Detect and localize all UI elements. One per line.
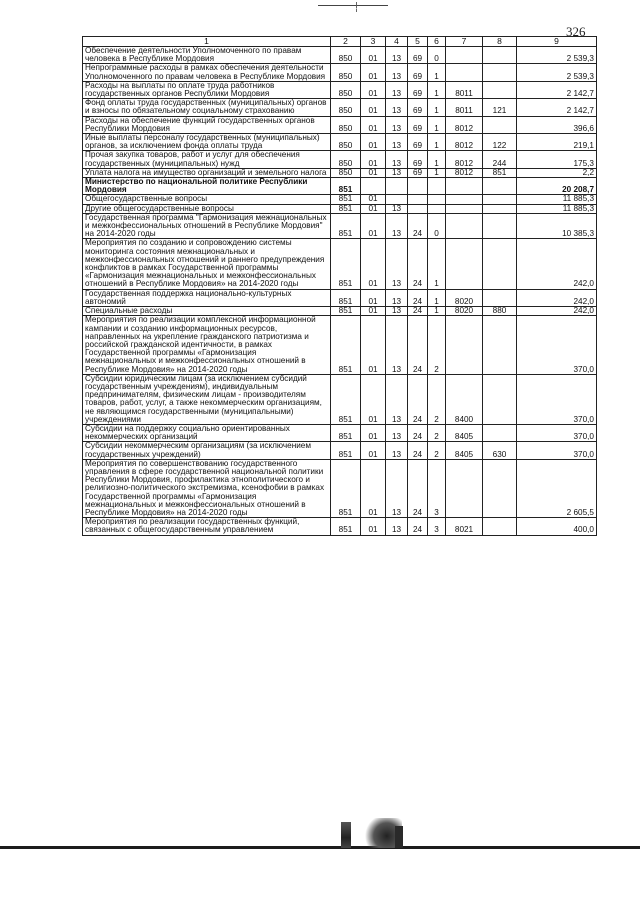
binding-stamp-mark [395,826,403,848]
section-code-cell: 01 [361,204,386,213]
admin-code-cell: 850 [331,81,361,98]
subprogram-code-cell: 1 [428,116,446,133]
amount-cell: 2 142,7 [517,99,597,116]
row-name-cell: Мероприятия по реализации комплексной информационной кампании и созданию информационных ресурсов, направленных на укрепление гражданского патриотизма и российской гражданской идентичности, в рамках Государственной программы «Гармонизация межнациональных и межконфессиональных отношений в Республике Мордовия» на 2014-2020 годы [83,316,331,374]
subsection-code-cell: 13 [386,204,408,213]
target-code-cell: 8012 [446,134,483,151]
expense-type-cell [483,424,517,441]
section-code-cell: 01 [361,168,386,177]
admin-code-cell: 851 [331,195,361,204]
amount-cell: 370,0 [517,424,597,441]
expense-type-cell: 880 [483,307,517,316]
amount-cell: 370,0 [517,442,597,459]
amount-cell: 2 539,3 [517,47,597,64]
binding-stamp-mark [341,822,351,848]
program-code-cell: 69 [408,116,428,133]
row-name-cell: Другие общегосударственные вопросы [83,204,331,213]
subsection-code-cell: 13 [386,99,408,116]
row-name-cell: Общегосударственные вопросы [83,195,331,204]
section-code-cell: 01 [361,459,386,517]
admin-code-cell: 851 [331,239,361,289]
program-code-cell: 69 [408,64,428,81]
subsection-code-cell [386,195,408,204]
column-header: 9 [517,37,597,47]
subprogram-code-cell: 1 [428,81,446,98]
admin-code-cell: 851 [331,518,361,535]
section-code-cell: 01 [361,374,386,424]
expense-type-cell [483,81,517,98]
section-code-cell: 01 [361,307,386,316]
subprogram-code-cell: 1 [428,307,446,316]
amount-cell: 242,0 [517,289,597,306]
table-row [83,239,597,289]
subsection-code-cell: 13 [386,289,408,306]
section-code-cell: 01 [361,134,386,151]
table-row [83,178,597,195]
section-code-cell: 01 [361,81,386,98]
subsection-code-cell: 13 [386,239,408,289]
program-code-cell: 69 [408,134,428,151]
expense-type-cell [483,178,517,195]
program-code-cell: 69 [408,47,428,64]
column-header: 5 [408,37,428,47]
target-code-cell [446,47,483,64]
subprogram-code-cell: 1 [428,151,446,168]
section-code-cell [361,178,386,195]
section-code-cell: 01 [361,151,386,168]
table-row [83,151,597,168]
admin-code-cell: 851 [331,424,361,441]
table-row [83,195,597,204]
target-code-cell [446,239,483,289]
row-name-cell: Фонд оплаты труда государственных (муниципальных) органов и взносы по обязательному социальному страхованию [83,99,331,116]
subsection-code-cell: 13 [386,424,408,441]
column-header: 1 [83,37,331,47]
target-code-cell: 8020 [446,289,483,306]
subsection-code-cell: 13 [386,116,408,133]
expense-type-cell [483,64,517,81]
target-code-cell: 8012 [446,116,483,133]
subsection-code-cell: 13 [386,47,408,64]
amount-cell: 400,0 [517,518,597,535]
subprogram-code-cell: 3 [428,518,446,535]
row-name-cell: Расходы на выплаты по оплате труда работников государственных органов Республики Мордовия [83,81,331,98]
amount-cell: 396,6 [517,116,597,133]
subsection-code-cell: 13 [386,374,408,424]
subprogram-code-cell [428,178,446,195]
subsection-code-cell: 13 [386,168,408,177]
subprogram-code-cell: 1 [428,168,446,177]
admin-code-cell: 851 [331,213,361,239]
admin-code-cell: 851 [331,442,361,459]
subprogram-code-cell: 3 [428,459,446,517]
program-code-cell: 69 [408,81,428,98]
scan-registration-mark [318,2,388,12]
row-name-cell: Мероприятия по созданию и сопровождению системы мониторинга состояния межнациональных и межконфессиональных отношений и раннего предупреждения конфликтов в рамках Государственной программы «Гармонизация межнациональных и межконфессиональных отношений в Республике Мордовия» на 2014-2020 годы [83,239,331,289]
amount-cell: 370,0 [517,316,597,374]
row-name-cell: Непрограммные расходы в рамках обеспечения деятельности Уполномоченного по правам человека в Республике Мордовия [83,64,331,81]
expense-type-cell: 630 [483,442,517,459]
column-header: 3 [361,37,386,47]
amount-cell: 242,0 [517,239,597,289]
program-code-cell: 69 [408,168,428,177]
section-code-cell: 01 [361,47,386,64]
expense-type-cell [483,374,517,424]
row-name-cell: Субсидии на поддержку социально ориентированных некоммерческих организаций [83,424,331,441]
subprogram-code-cell: 2 [428,316,446,374]
amount-cell: 2,2 [517,168,597,177]
amount-cell: 370,0 [517,374,597,424]
table-row [83,64,597,81]
budget-table [82,36,597,536]
target-code-cell [446,316,483,374]
table-row [83,99,597,116]
section-code-cell: 01 [361,289,386,306]
subprogram-code-cell: 1 [428,99,446,116]
row-name-cell: Обеспечение деятельности Уполномоченного по правам человека в Республике Мордовия [83,47,331,64]
program-code-cell: 24 [408,289,428,306]
row-name-cell: Мероприятия по реализации государственных функций, связанных с общегосударственным управлением [83,518,331,535]
table-row [83,289,597,306]
amount-cell: 219,1 [517,134,597,151]
row-name-cell: Субсидии некоммерческим организациям (за исключением государственных учреждений) [83,442,331,459]
subprogram-code-cell: 1 [428,289,446,306]
row-name-cell: Специальные расходы [83,307,331,316]
column-header: 2 [331,37,361,47]
expense-type-cell: 851 [483,168,517,177]
scan-edge-line [0,846,640,849]
admin-code-cell: 850 [331,151,361,168]
table-row [83,459,597,517]
amount-cell: 11 885,3 [517,195,597,204]
subprogram-code-cell: 0 [428,213,446,239]
admin-code-cell: 850 [331,116,361,133]
admin-code-cell: 851 [331,459,361,517]
admin-code-cell: 851 [331,178,361,195]
program-code-cell: 69 [408,99,428,116]
admin-code-cell: 850 [331,47,361,64]
admin-code-cell: 851 [331,204,361,213]
subprogram-code-cell: 1 [428,239,446,289]
admin-code-cell: 851 [331,307,361,316]
table-row [83,442,597,459]
program-code-cell: 24 [408,374,428,424]
row-name-cell: Субсидии юридическим лицам (за исключением субсидий государственным учреждениям), индивидуальным предпринимателям, физическим лицам - производителям товаров, работ, услуг, а также некоммерческим организациям, не являющимся государственными (муниципальными) учреждениями [83,374,331,424]
row-name-cell: Расходы на обеспечение функций государственных органов Республики Мордовия [83,116,331,133]
program-code-cell [408,178,428,195]
program-code-cell [408,204,428,213]
amount-cell: 2 142,7 [517,81,597,98]
subprogram-code-cell [428,195,446,204]
expense-type-cell [483,239,517,289]
amount-cell: 242,0 [517,307,597,316]
subsection-code-cell: 13 [386,518,408,535]
target-code-cell [446,178,483,195]
section-code-cell: 01 [361,239,386,289]
table-row [83,518,597,535]
table-row [83,204,597,213]
subsection-code-cell [386,178,408,195]
section-code-cell: 01 [361,442,386,459]
subsection-code-cell: 13 [386,307,408,316]
subsection-code-cell: 13 [386,459,408,517]
expense-type-cell [483,289,517,306]
subprogram-code-cell: 2 [428,374,446,424]
target-code-cell: 8012 [446,151,483,168]
subsection-code-cell: 13 [386,316,408,374]
subsection-code-cell: 13 [386,151,408,168]
target-code-cell: 8012 [446,168,483,177]
program-code-cell: 24 [408,459,428,517]
target-code-cell [446,195,483,204]
expense-type-cell [483,316,517,374]
table-row [83,116,597,133]
target-code-cell: 8011 [446,81,483,98]
amount-cell: 2 605,5 [517,459,597,517]
target-code-cell [446,213,483,239]
section-code-cell: 01 [361,64,386,81]
expense-type-cell [483,47,517,64]
subprogram-code-cell [428,204,446,213]
row-name-cell: Уплата налога на имущество организаций и земельного налога [83,168,331,177]
section-code-cell: 01 [361,213,386,239]
target-code-cell: 8011 [446,99,483,116]
expense-type-cell: 121 [483,99,517,116]
program-code-cell: 24 [408,239,428,289]
subprogram-code-cell: 1 [428,134,446,151]
target-code-cell: 8021 [446,518,483,535]
subsection-code-cell: 13 [386,213,408,239]
table-row [83,81,597,98]
subsection-code-cell: 13 [386,81,408,98]
admin-code-cell: 851 [331,374,361,424]
subsection-code-cell: 13 [386,134,408,151]
expense-type-cell [483,459,517,517]
section-code-cell: 01 [361,316,386,374]
table-row [83,134,597,151]
table-row [83,213,597,239]
admin-code-cell: 850 [331,134,361,151]
program-code-cell [408,195,428,204]
row-name-cell: Мероприятия по совершенствованию государственного управления в сфере государственной национальной политики Республики Мордовия, профилактика этнополитического и религиозно-политического экстремизма, ксенофобии в рамках Государственной программы «Гармонизация межнациональных и межконфессиональных отношений в Республике Мордовия» на 2014-2020 годы [83,459,331,517]
table-row [83,374,597,424]
expense-type-cell: 122 [483,134,517,151]
page-number: 326 [566,24,586,39]
subsection-code-cell: 13 [386,442,408,459]
program-code-cell: 24 [408,307,428,316]
section-code-cell: 01 [361,424,386,441]
subprogram-code-cell: 0 [428,47,446,64]
table-header-row [83,37,597,47]
program-code-cell: 24 [408,316,428,374]
subsection-code-cell: 13 [386,64,408,81]
admin-code-cell: 851 [331,289,361,306]
column-header: 4 [386,37,408,47]
table-row [83,316,597,374]
column-header: 7 [446,37,483,47]
program-code-cell: 24 [408,518,428,535]
section-code-cell: 01 [361,116,386,133]
row-name-cell: Иные выплаты персоналу государственных (муниципальных) органов, за исключением фонда оплаты труда [83,134,331,151]
subprogram-code-cell: 2 [428,442,446,459]
amount-cell: 11 885,3 [517,204,597,213]
target-code-cell [446,459,483,517]
admin-code-cell: 850 [331,64,361,81]
row-name-cell: Государственная программа "Гармонизация межнациональных и межконфессиональных отношений в Республике Мордовия" на 2014-2020 годы [83,213,331,239]
amount-cell: 10 385,3 [517,213,597,239]
row-name-cell: Министерство по национальной политике Республики Мордовия [83,178,331,195]
expense-type-cell [483,518,517,535]
amount-cell: 20 208,7 [517,178,597,195]
target-code-cell: 8405 [446,424,483,441]
table-row [83,47,597,64]
subprogram-code-cell: 1 [428,64,446,81]
amount-cell: 2 539,3 [517,64,597,81]
subprogram-code-cell: 2 [428,424,446,441]
target-code-cell [446,64,483,81]
section-code-cell: 01 [361,518,386,535]
expense-type-cell [483,204,517,213]
row-name-cell: Государственная поддержка национально-культурных автономий [83,289,331,306]
target-code-cell: 8405 [446,442,483,459]
target-code-cell: 8400 [446,374,483,424]
table-row [83,424,597,441]
column-header: 8 [483,37,517,47]
row-name-cell: Прочая закупка товаров, работ и услуг для обеспечения государственных (муниципальных) нужд [83,151,331,168]
program-code-cell: 24 [408,424,428,441]
target-code-cell: 8020 [446,307,483,316]
expense-type-cell [483,213,517,239]
admin-code-cell: 850 [331,168,361,177]
expense-type-cell: 244 [483,151,517,168]
admin-code-cell: 850 [331,99,361,116]
column-header: 6 [428,37,446,47]
expense-type-cell [483,195,517,204]
program-code-cell: 24 [408,442,428,459]
program-code-cell: 24 [408,213,428,239]
expense-type-cell [483,116,517,133]
admin-code-cell: 851 [331,316,361,374]
amount-cell: 175,3 [517,151,597,168]
target-code-cell [446,204,483,213]
program-code-cell: 69 [408,151,428,168]
section-code-cell: 01 [361,195,386,204]
section-code-cell: 01 [361,99,386,116]
